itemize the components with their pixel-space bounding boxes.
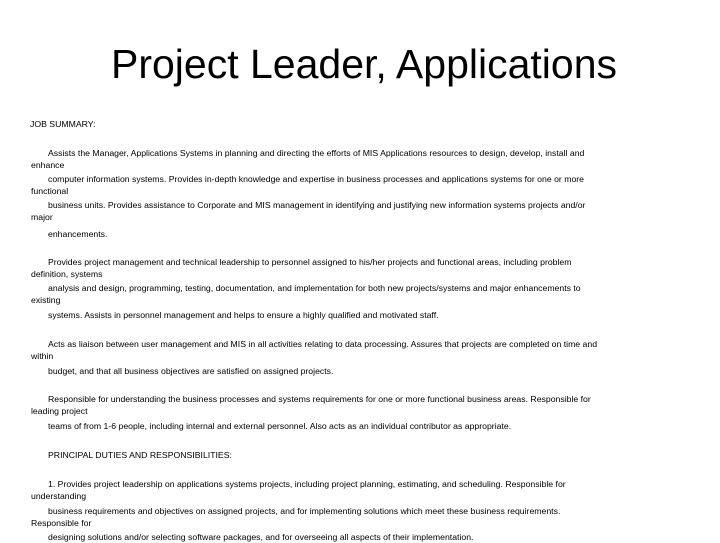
text-line: Provides project management and technical leadership to personnel assigned to his/her projects and functional areas, including problem bbox=[48, 257, 572, 267]
text-line: functional bbox=[31, 186, 69, 196]
text-line: Responsible for understanding the business processes and systems requirements for one or more functional business areas. Responsible for bbox=[48, 394, 591, 404]
text-line: enhancements. bbox=[48, 229, 108, 239]
text-line: computer information systems. Provides in-depth knowledge and expertise in business processes and applications systems for one or more bbox=[48, 174, 584, 184]
text-line: existing bbox=[31, 295, 61, 305]
text-line: 1. Provides project leadership on applications systems projects, including project planning, estimating, and scheduling. Responsible for bbox=[48, 479, 566, 489]
text-line: within bbox=[31, 351, 54, 361]
text-line: enhance bbox=[31, 160, 65, 170]
text-line: Responsible for bbox=[31, 518, 92, 528]
text-line: budget, and that all business objectives are satisfied on assigned projects. bbox=[48, 366, 334, 376]
text-line: business units. Provides assistance to Corporate and MIS management in identifying and justifying new information systems projects and/or bbox=[48, 200, 586, 210]
text-line: Assists the Manager, Applications Systems in planning and directing the efforts of MIS Applications resources to design, develop, install and bbox=[48, 148, 585, 158]
text-line: leading project bbox=[31, 406, 88, 416]
text-line: teams of from 1-6 people, including internal and external personnel. Also acts as an individual contributor as appropriate. bbox=[48, 421, 512, 431]
text-line: analysis and design, programming, testing, documentation, and implementation for both new projects/systems and major enhancements to bbox=[48, 283, 581, 293]
text-line: business requirements and objectives on assigned projects, and for implementing solutions which meet these business requirements. bbox=[48, 506, 561, 516]
text-line: systems. Assists in personnel management and helps to ensure a highly qualified and motivated staff. bbox=[48, 310, 439, 320]
section-heading-job-summary: JOB SUMMARY: bbox=[30, 119, 96, 129]
text-line: Acts as liaison between user management and MIS in all activities relating to data processing. Assures that projects are completed on time and bbox=[48, 339, 598, 349]
text-line: major bbox=[31, 212, 53, 222]
page-title: Project Leader, Applications bbox=[111, 41, 617, 87]
text-line: definition, systems bbox=[31, 269, 103, 279]
section-heading-principal-duties: PRINCIPAL DUTIES AND RESPONSIBILITIES: bbox=[48, 450, 232, 460]
text-line: designing solutions and/or selecting software packages, and for overseeing all aspects of their implementation. bbox=[48, 532, 474, 542]
text-line: understanding bbox=[31, 491, 87, 501]
